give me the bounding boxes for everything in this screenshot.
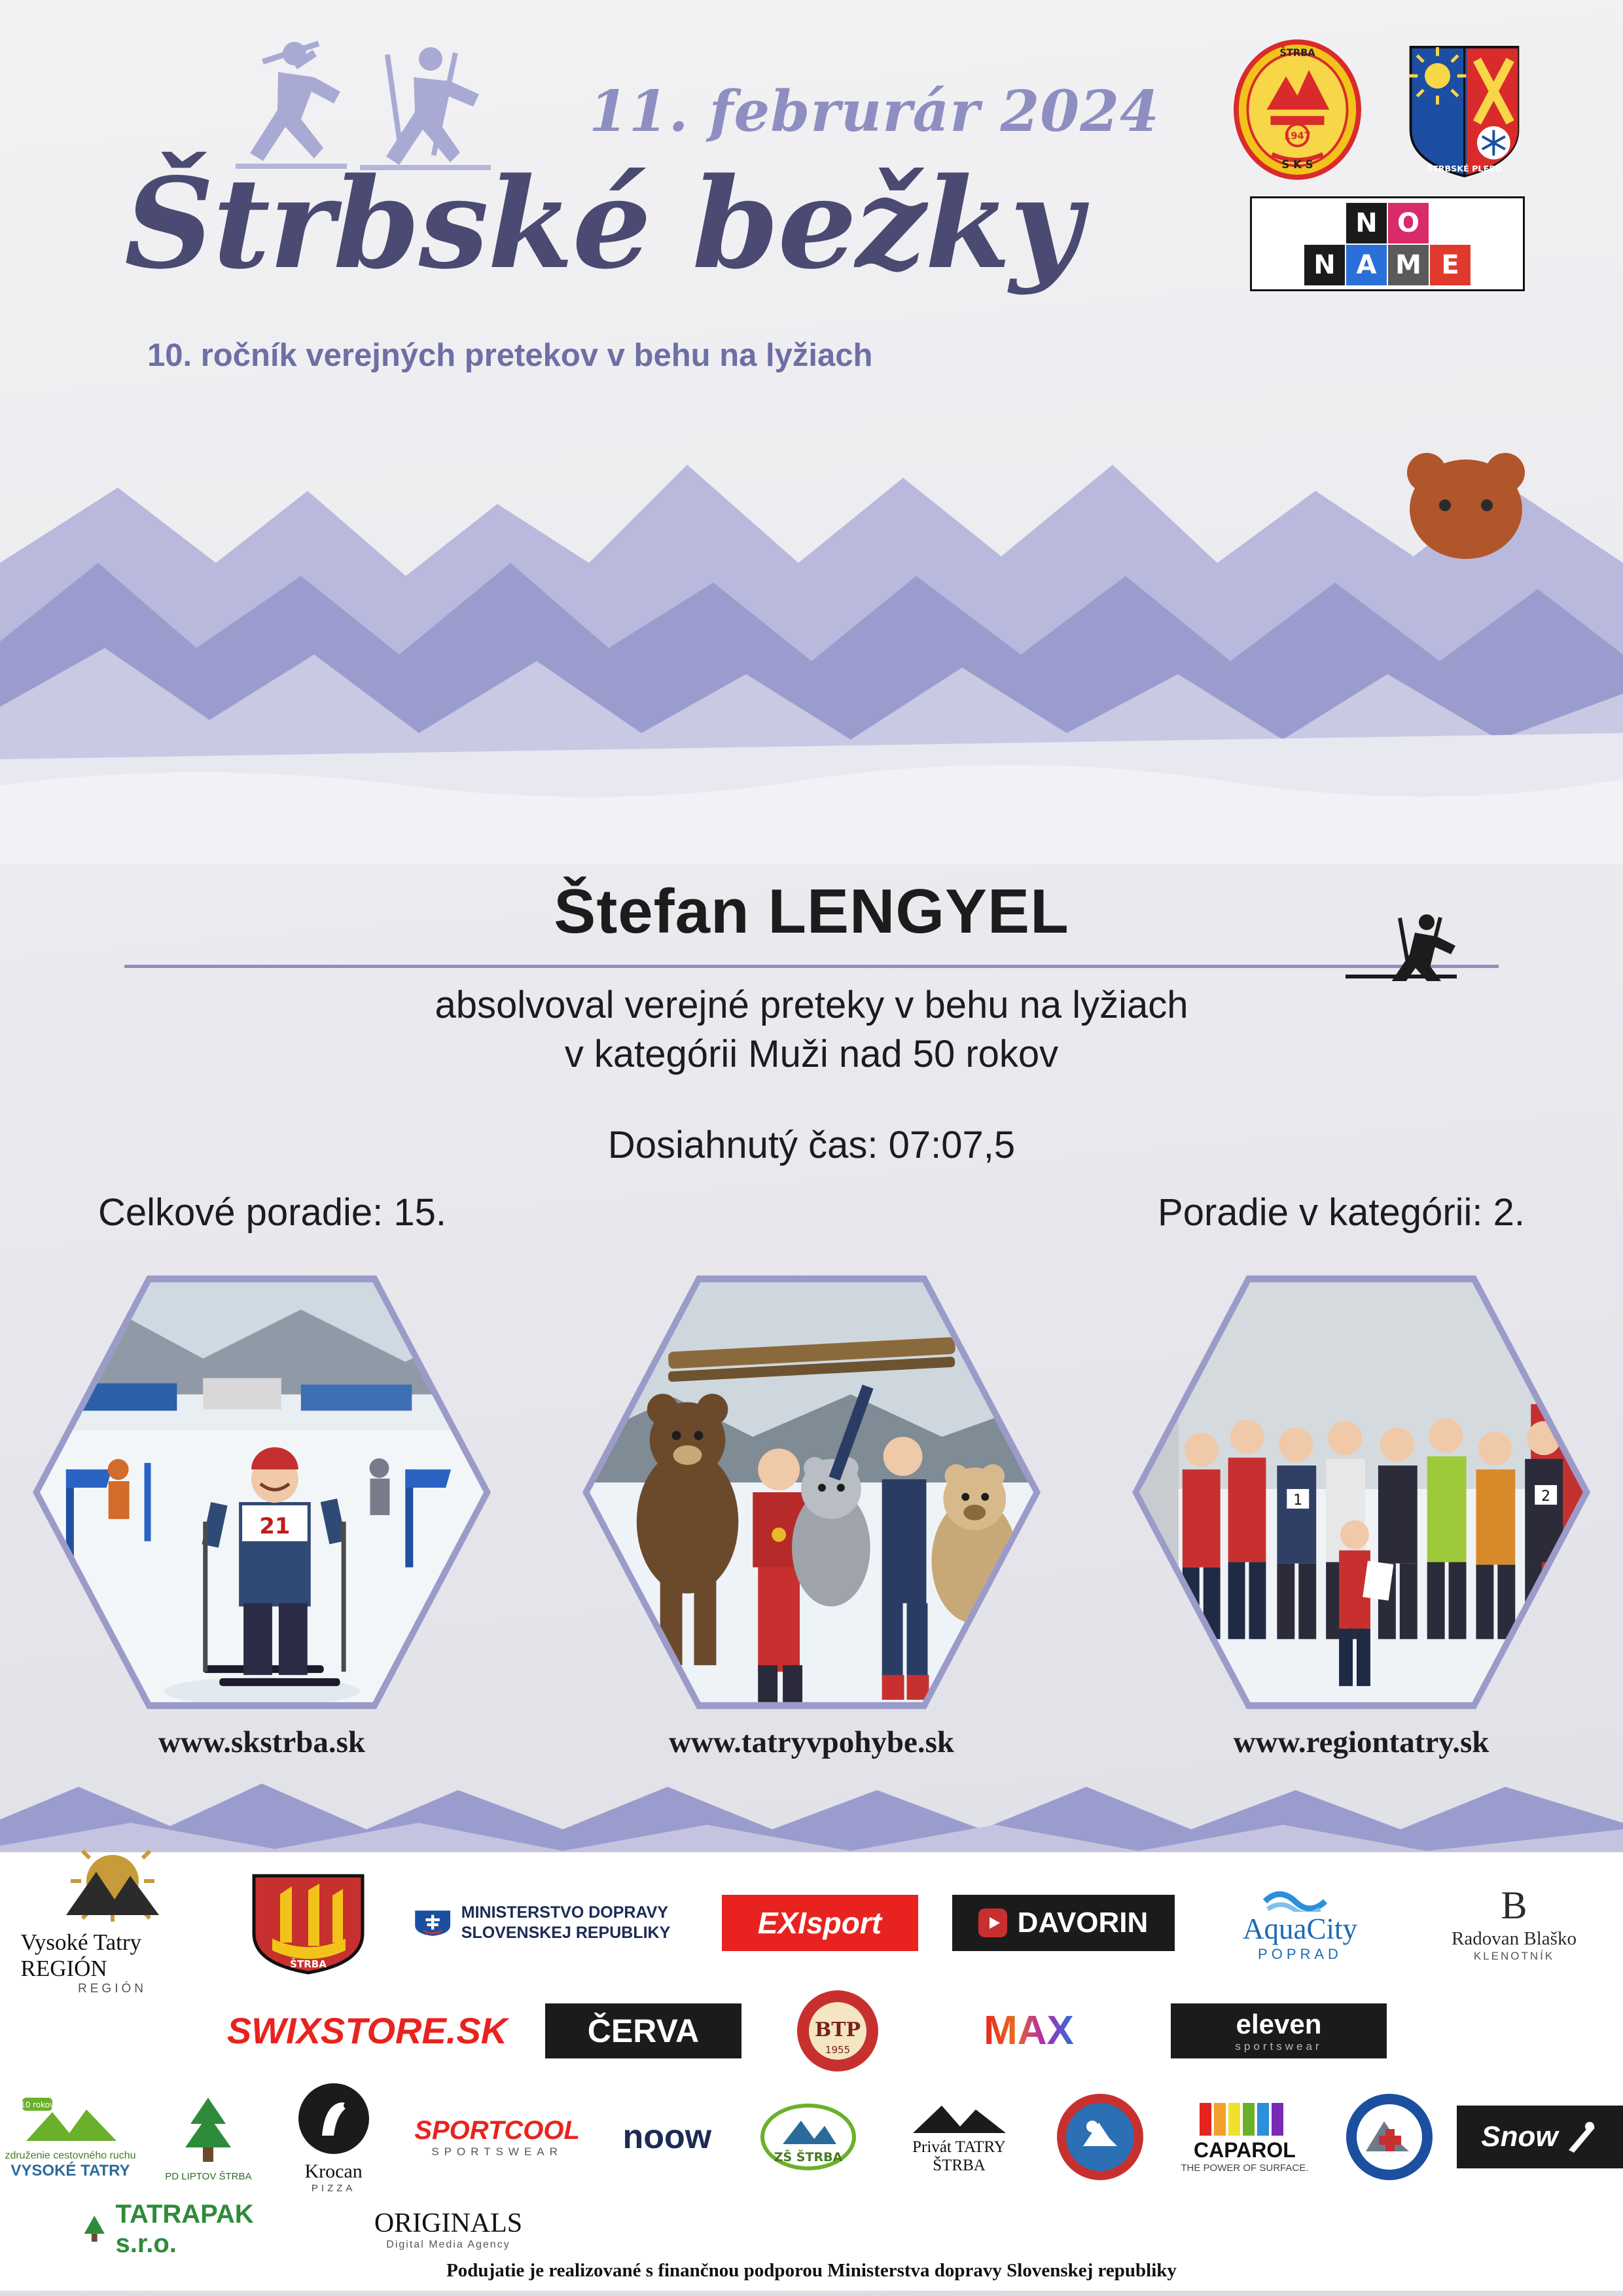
sponsor-label: noow: [622, 2118, 712, 2156]
sponsor-sublabel: združenie cestovného ruchu: [5, 2150, 136, 2161]
sponsor-noow: [603, 2117, 732, 2157]
svg-text:1947: 1947: [1284, 130, 1311, 142]
sponsor-sportcool: [411, 2116, 584, 2159]
sponsor-sublabel: sportswear: [1235, 2039, 1323, 2053]
sponsor-label: ČERVA: [587, 2012, 700, 2049]
sponsor-ministry-transport: [413, 1897, 688, 1948]
sponsor-caparol: [1168, 2100, 1322, 2174]
sponsor-vysoke-tatry: [21, 1850, 204, 1996]
sponsor-sublabel: KLENOTNÍK: [1473, 1949, 1555, 1962]
sponsor-label: AquaCity: [1243, 1912, 1357, 1945]
sponsor-sublabel: THE POWER OF SURFACE.: [1181, 2162, 1309, 2174]
svg-text:ŠTRBSKÉ PLESO: ŠTRBSKÉ PLESO: [1427, 164, 1502, 174]
vysoke-tatry-icon: [44, 1850, 181, 1928]
noname-sponsor-logo: [1250, 196, 1525, 291]
bear-head-icon: [1400, 445, 1531, 560]
sponsor-swixstore: [226, 2009, 508, 2052]
sponsor-sublabel: SPORTSWEAR: [431, 2145, 563, 2158]
snow-skier-icon: [1565, 2119, 1599, 2155]
certificate-line-1: absolvoval verejné preteky v behu na lyžiach: [435, 984, 1188, 1026]
photo-item: [1132, 1266, 1590, 1759]
sponsor-label: CAPAROL: [1193, 2138, 1296, 2162]
sponsor-max: [934, 2007, 1124, 2054]
svg-text:1955: 1955: [825, 2043, 851, 2056]
slovak-coat-of-arms-icon: [413, 1897, 452, 1948]
sponsor-sublabel: PIZZA: [311, 2182, 356, 2194]
blasko-monogram: B: [1501, 1883, 1527, 1927]
sponsor-snow: [1457, 2106, 1623, 2168]
sponsor-aquacity: [1209, 1883, 1392, 1963]
school-emblem-icon: [759, 2101, 857, 2173]
funding-note: Podujatie je realizované s finančnou podporou Ministerstva dopravy Slovenskej republiky: [446, 2260, 1177, 2281]
svg-text:1: 1: [1293, 1492, 1303, 1509]
page-title: Štrbské bežky: [124, 151, 1081, 296]
hex-frame: [582, 1266, 1041, 1718]
sponsor-label: eleven: [1236, 2008, 1322, 2039]
photo-young-skier: [40, 1274, 484, 1711]
strbske-pleso-coat-of-arms-icon: [1400, 41, 1528, 181]
photo-group: [1139, 1274, 1583, 1711]
green-mountain-icon: [18, 2094, 123, 2150]
zvaz-obchodu-icon: [794, 1988, 881, 2074]
photo-gallery: [0, 1266, 1623, 1764]
sponsor-label: ORIGINALS: [374, 2208, 523, 2238]
sponsor-horska-zachranna-sluzba: [1341, 2091, 1437, 2183]
play-triangle-icon: [978, 1909, 1007, 1937]
overall-rank: Celkové poradie: 15.: [98, 1191, 446, 1234]
sponsor-label: DAVORIN: [1017, 1906, 1149, 1939]
sponsor-dhz-strba: [1052, 2091, 1149, 2183]
photo-caption: www.regiontatry.sk: [1233, 1725, 1489, 1759]
sponsor-label: Radovan Blaško: [1452, 1928, 1577, 1949]
noname-letter: A: [1346, 245, 1387, 285]
noname-letter: N: [1346, 203, 1387, 243]
photo-caption: www.skstrba.sk: [158, 1725, 366, 1759]
page-subtitle: 10. ročník verejných pretekov v behu na lyžiach: [147, 338, 873, 373]
water-wave-icon: [1261, 1883, 1340, 1912]
sponsor-privat-tatry-strba: [885, 2099, 1033, 2175]
sponsor-tatrapak: [79, 2200, 294, 2259]
sponsor-radovan-blasko: [1426, 1883, 1603, 1963]
sponsor-label: PD LIPTOV ŠTRBA: [165, 2170, 252, 2182]
skier-runner-icon: [1329, 909, 1466, 981]
photo-item: [33, 1266, 491, 1759]
pine-tree-icon: [172, 2092, 244, 2171]
sponsor-originals: [340, 2208, 556, 2251]
sponsor-row-3: [0, 2078, 1623, 2196]
category-rank: Poradie v kategórii: 2.: [1158, 1191, 1525, 1234]
sponsor-zs-strba: [751, 2101, 866, 2173]
sponsor-label: Privát TATRY ŠTRBA: [912, 2138, 1006, 2174]
svg-text:ŠTRBA: ŠTRBA: [1279, 47, 1315, 59]
sponsor-section: [0, 1852, 1623, 2291]
certificate-line-2: v kategórii Muži nad 50 rokov: [564, 1033, 1059, 1075]
strba-coat-of-arms-icon: [246, 1871, 370, 1975]
sponsor-krocan-pizza: [276, 2081, 391, 2194]
sponsor-label: TATRAPAK s.r.o.: [115, 2200, 254, 2258]
sponsor-sublabel: Digital Media Agency: [386, 2239, 510, 2250]
sponsor-label: SPORTCOOL: [414, 2115, 580, 2145]
svg-text:10 rokov: 10 rokov: [20, 2100, 54, 2109]
sponsor-label: EXIsport: [757, 1905, 882, 1940]
mountain-range-graphic: [0, 367, 1623, 864]
certificate-body: [0, 857, 1623, 1236]
fire-brigade-badge-icon: [1054, 2091, 1146, 2183]
sponsor-row-2: [0, 1986, 1623, 2075]
mountain-rescue-badge-icon: [1344, 2091, 1435, 2183]
achieved-time: Dosiahnutý čas: 07:07,5: [607, 1124, 1016, 1166]
athlete-name: Štefan LENGYEL: [554, 876, 1069, 946]
poster-header: [0, 0, 1623, 419]
sponsor-row-1: [0, 1859, 1623, 1996]
svg-text:ZŠ ŠTRBA: ZŠ ŠTRBA: [774, 2150, 843, 2164]
hex-frame: [33, 1266, 491, 1718]
svg-text:ŠTRBA: ŠTRBA: [290, 1958, 327, 1970]
sponsor-eleven: [1171, 2003, 1387, 2058]
photo-mascots: [590, 1274, 1033, 1711]
sponsor-sublabel: POPRAD: [1258, 1945, 1342, 1962]
noname-letter: N: [1304, 245, 1345, 285]
sponsor-zdruzenie-vysoke-tatry: [0, 2094, 141, 2180]
photo-caption: www.tatryvpohybe.sk: [668, 1725, 955, 1759]
dark-mountain-icon: [904, 2099, 1015, 2138]
rank-row: [0, 1191, 1623, 1236]
divider: [124, 965, 1499, 969]
divider-line: [124, 965, 1499, 968]
event-date: 11. februrár 2024: [589, 79, 1160, 145]
sponsor-label: Krocan: [304, 2160, 363, 2182]
noname-letter: O: [1388, 203, 1429, 243]
sponsor-zvaz-obchodu: [789, 1988, 887, 2074]
sponsor-label: Vysoké Tatry REGIÓN: [20, 1929, 142, 1981]
hex-frame: [1132, 1266, 1590, 1718]
sponsor-pd-strba: [160, 2092, 257, 2182]
sponsor-exisport: [722, 1895, 918, 1951]
noname-letter: M: [1388, 245, 1429, 285]
photo-item: [582, 1266, 1041, 1759]
svg-text:21: 21: [259, 1513, 291, 1539]
green-tree-icon: [79, 2211, 111, 2248]
svg-text:BTP: BTP: [814, 2018, 861, 2041]
sponsor-sublabel: REGIÓN: [78, 1981, 147, 1996]
sponsor-label: MAX: [984, 2008, 1074, 2053]
svg-text:2: 2: [1541, 1488, 1551, 1505]
sponsor-label: MINISTERSTVO DOPRAVY SLOVENSKEJ REPUBLIKY: [461, 1903, 671, 1942]
sponsor-label: SWIXSTORE.SK: [226, 2010, 508, 2051]
turkey-circle-icon: [289, 2081, 378, 2161]
sponsor-row-4: [0, 2198, 1623, 2261]
svg-text:S K S: S K S: [1281, 158, 1313, 171]
sponsor-cerva: [545, 2003, 741, 2058]
sponsor-davorin: [952, 1895, 1175, 1951]
sponsor-label: VYSOKÉ TATRY: [10, 2162, 130, 2179]
sks-club-logo-icon: [1234, 39, 1361, 180]
sponsor-strba: [238, 1871, 379, 1975]
sponsor-label: Snow: [1481, 2121, 1558, 2153]
noname-letter: E: [1430, 245, 1471, 285]
color-bars-icon: [1196, 2100, 1294, 2138]
